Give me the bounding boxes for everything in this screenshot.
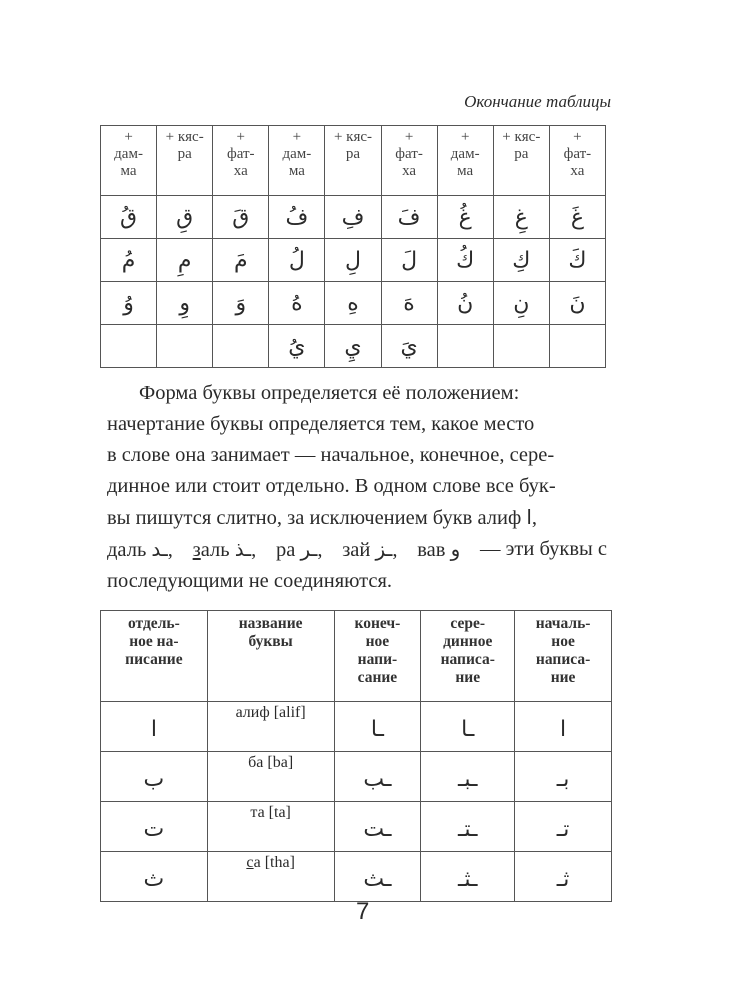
text: даль	[107, 539, 147, 561]
arabic-syllable-cell: لَ	[381, 239, 437, 282]
paragraph-line	[107, 378, 607, 409]
table-row	[101, 282, 606, 325]
isolated-form: ب	[101, 752, 208, 802]
arabic-letter-ra: ـر	[300, 537, 318, 561]
arabic-letter-zal: ـذ	[234, 537, 252, 561]
column-header: сере- динное написа- ние	[421, 611, 515, 702]
final-form: ـث	[334, 852, 421, 902]
text: динное или стоит отдельно. В одном слове все бук-	[107, 475, 556, 497]
column-header: конеч- ное напи- сание	[334, 611, 421, 702]
initial-form: تـ	[515, 802, 612, 852]
arabic-syllable-cell: غُ	[437, 196, 493, 239]
medial-form: ـبـ	[421, 752, 515, 802]
arabic-syllable-cell: نَ	[549, 282, 605, 325]
final-form: ـا	[334, 702, 421, 752]
arabic-syllable-cell	[493, 325, 549, 368]
arabic-letter-vav: و	[450, 537, 461, 561]
text: Форма буквы определяется её положением:	[139, 382, 520, 404]
paragraph-line	[107, 440, 607, 471]
letter-name-text: ба [ba]	[248, 754, 294, 771]
arabic-letter-alif: ا	[526, 505, 532, 529]
arabic-syllable-cell: نُ	[437, 282, 493, 325]
arabic-syllable-cell: مَ	[213, 239, 269, 282]
arabic-syllable-cell: يِ	[325, 325, 381, 368]
letter-forms-table	[100, 610, 612, 902]
text: начертание буквы определяется тем, какое место	[107, 413, 535, 435]
paragraph-line	[107, 566, 607, 597]
table-row	[101, 196, 606, 239]
arabic-syllable-cell	[549, 325, 605, 368]
medial-form: ـتـ	[421, 802, 515, 852]
column-header: + дам- ма	[101, 126, 157, 196]
arabic-syllable-cell: هِ	[325, 282, 381, 325]
text: вы пишутся слитно, за исключением букв алиф	[107, 507, 522, 529]
column-header: + кяс- ра	[325, 126, 381, 196]
paragraph-line: даль ـد, заль ـذ, ра ـر, зай ـز, вав و — эти буквы с	[107, 534, 607, 566]
arabic-syllable-cell	[101, 325, 157, 368]
arabic-syllable-cell: وِ	[157, 282, 213, 325]
arabic-syllable-cell: قَ	[213, 196, 269, 239]
arabic-syllable-cell: مِ	[157, 239, 213, 282]
arabic-syllable-cell: قِ	[157, 196, 213, 239]
arabic-syllable-cell: وَ	[213, 282, 269, 325]
table-continuation-caption: Окончание таблицы	[464, 92, 611, 111]
page-number: 7	[356, 898, 370, 925]
vowel-marks-table	[100, 125, 606, 368]
text: з	[192, 539, 201, 561]
letter-name	[207, 702, 334, 752]
text: последующими не соединяются.	[107, 570, 393, 592]
isolated-form: ت	[101, 802, 208, 852]
body-paragraph	[107, 378, 607, 597]
column-header: + кяс- ра	[157, 126, 213, 196]
paragraph-line: вы пишутся слитно, за исключением букв алиф ا,	[107, 505, 538, 529]
arabic-syllable-cell: كَ	[549, 239, 605, 282]
text: зай	[342, 539, 371, 561]
column-header: отдель- ное на- писание	[101, 611, 208, 702]
letter-name-text: а [tha]	[253, 854, 295, 871]
initial-form: ثـ	[515, 852, 612, 902]
final-form: ـت	[334, 802, 421, 852]
table-row	[101, 802, 612, 852]
text: аль	[200, 539, 230, 561]
arabic-syllable-cell: هُ	[269, 282, 325, 325]
arabic-syllable-cell: نِ	[493, 282, 549, 325]
text: вав	[417, 539, 446, 561]
arabic-syllable-cell: غَ	[549, 196, 605, 239]
text: в слове она занимает — начальное, конечное, сере-	[107, 444, 555, 466]
arabic-letter-zay: ـز	[375, 537, 393, 561]
column-header: началь- ное написа- ние	[515, 611, 612, 702]
medial-form: ـا	[421, 702, 515, 752]
column-header: + кяс- ра	[493, 126, 549, 196]
arabic-syllable-cell	[157, 325, 213, 368]
arabic-syllable-cell: هَ	[381, 282, 437, 325]
column-header: + дам- ма	[437, 126, 493, 196]
arabic-syllable-cell	[213, 325, 269, 368]
medial-form: ـثـ	[421, 852, 515, 902]
isolated-form: ا	[101, 702, 208, 752]
table-row	[101, 852, 612, 902]
arabic-syllable-cell: كِ	[493, 239, 549, 282]
arabic-syllable-cell	[437, 325, 493, 368]
arabic-syllable-cell: فَ	[381, 196, 437, 239]
column-header: + дам- ма	[269, 126, 325, 196]
text: ра	[275, 539, 296, 561]
letter-name	[207, 752, 334, 802]
column-header: + фат- ха	[549, 126, 605, 196]
arabic-letter-dal: ـد	[151, 537, 168, 561]
letter-name-underlined: с	[246, 854, 254, 871]
letter-name-text: та [ta]	[250, 804, 291, 821]
initial-form: بـ	[515, 752, 612, 802]
isolated-form: ث	[101, 852, 208, 902]
paragraph-line	[107, 471, 607, 502]
arabic-syllable-cell: لِ	[325, 239, 381, 282]
arabic-syllable-cell: كُ	[437, 239, 493, 282]
arabic-syllable-cell: وُ	[101, 282, 157, 325]
column-header: + фат- ха	[381, 126, 437, 196]
table-row	[101, 702, 612, 752]
initial-form: ا	[515, 702, 612, 752]
table-row	[101, 239, 606, 282]
arabic-syllable-cell: يُ	[269, 325, 325, 368]
final-form: ـب	[334, 752, 421, 802]
arabic-syllable-cell: مُ	[101, 239, 157, 282]
letter-name-text: алиф [alif]	[235, 704, 306, 721]
arabic-syllable-cell: فُ	[269, 196, 325, 239]
paragraph-line	[107, 409, 607, 440]
column-header: + фат- ха	[213, 126, 269, 196]
table-row	[101, 752, 612, 802]
arabic-syllable-cell: غِ	[493, 196, 549, 239]
arabic-syllable-cell: يَ	[381, 325, 437, 368]
text: — эти буквы с	[479, 538, 607, 560]
arabic-syllable-cell: لُ	[269, 239, 325, 282]
table-row	[101, 325, 606, 368]
column-header: название буквы	[207, 611, 334, 702]
arabic-syllable-cell: فِ	[325, 196, 381, 239]
letter-name	[207, 852, 334, 902]
arabic-syllable-cell: قُ	[101, 196, 157, 239]
letter-name	[207, 802, 334, 852]
